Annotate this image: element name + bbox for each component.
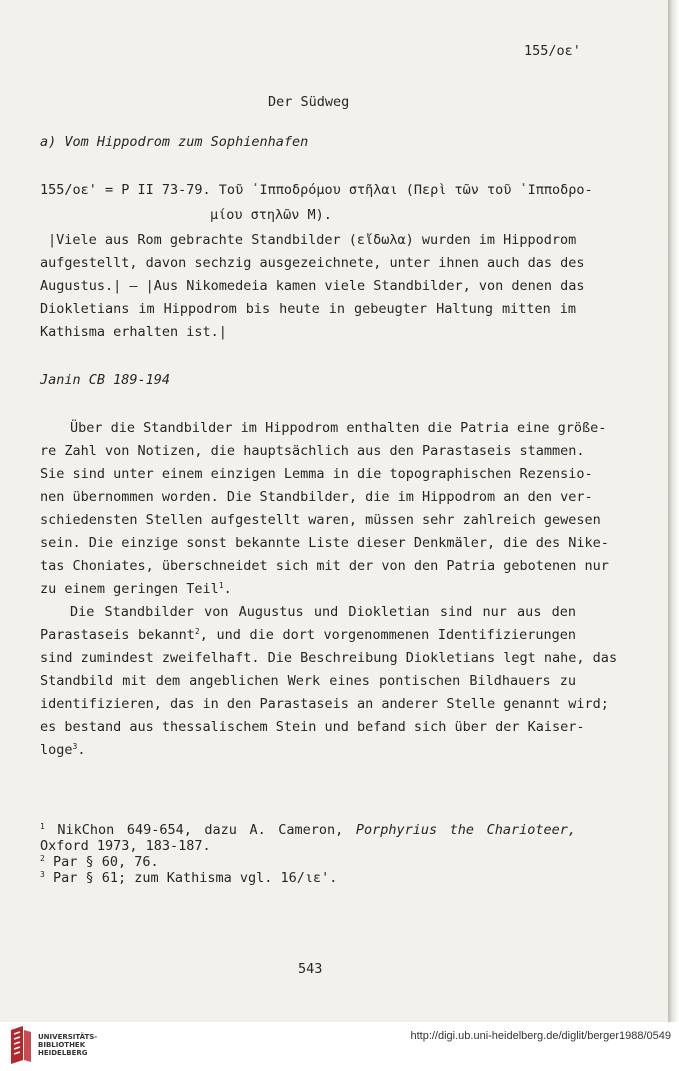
- footnote-1: $^1$ NikChon 649-654, dazu A. Cameron, Porphyrius the Charioteer,: [40, 822, 576, 838]
- body-line: identifizieren, das in den Parastaseis an anderer Stelle genannt wird;: [40, 696, 609, 712]
- library-name: UNIVERSITÄTS- BIBLIOTHEK HEIDELBERG: [38, 1033, 98, 1057]
- footnote-ref-3[interactable]: 3: [72, 742, 78, 751]
- reference-line-2: μίου στηλῶν M).: [210, 207, 332, 223]
- body-line: sind zumindest zweifelhaft. Die Beschreibung Diokletians legt nahe, das: [40, 650, 618, 666]
- body-line: Die Standbilder von Augustus und Diokletian sind nur aus den: [70, 604, 576, 620]
- footnote-2: $^2$ Par § 60, 76.: [40, 854, 159, 870]
- body-line: Über die Standbilder im Hippodrom enthalten die Patria eine größe-: [70, 420, 607, 436]
- page-title: Der Südweg: [268, 94, 350, 110]
- footnote-ref-1[interactable]: 1: [218, 581, 224, 590]
- footnote-ref-2[interactable]: 2: [194, 627, 200, 636]
- section-heading: a) Vom Hippodrom zum Sophienhafen: [40, 134, 309, 150]
- footnote-3: $^3$ Par § 61; zum Kathisma vgl. 16/ιε'.: [40, 870, 338, 886]
- translation-line: Kathisma erhalten ist.|: [40, 324, 227, 340]
- translation-line: aufgestellt, davon sechzig ausgezeichnete, unter ihnen auch das des: [40, 255, 585, 271]
- footnote-1-cont: Oxford 1973, 183-187.: [40, 838, 211, 854]
- page-number-top: 155/οε': [524, 43, 581, 59]
- body-line: schiedensten Stellen aufgestellt waren, müssen sehr zahlreich gewesen: [40, 512, 601, 528]
- body-line: Sie sind unter einem einzigen Lemma in die topographischen Rezensio-: [40, 466, 593, 482]
- body-line: sein. Die einzige sonst bekannte Liste dieser Denkmäler, die des Nike-: [40, 535, 609, 551]
- body-line: loge$^3$.: [40, 742, 86, 758]
- body-line: zu einem geringen Teil$^1$.: [40, 581, 232, 597]
- page-number-bottom: 543: [298, 961, 323, 977]
- translation-line: Diokletians im Hippodrom bis heute in gebeugter Haltung mitten im: [40, 301, 576, 317]
- translation-line: |Viele aus Rom gebrachte Standbilder (εἴδωλα) wurden im Hippodrom: [48, 232, 577, 248]
- body-line: nen übernommen worden. Die Standbilder, die im Hippodrom an den ver-: [40, 489, 593, 505]
- body-line: re Zahl von Notizen, die hauptsächlich aus den Parastaseis stammen.: [40, 443, 585, 459]
- permalink-url[interactable]: http://digi.ub.uni-heidelberg.de/diglit/berger1988/0549: [410, 1030, 671, 1042]
- library-logo-icon[interactable]: [9, 1026, 33, 1064]
- body-line: es bestand aus thessalischem Stein und befand sich über der Kaiser-: [40, 719, 585, 735]
- page-edge: [668, 0, 679, 1022]
- source-reference: Janin CB 189-194: [40, 372, 171, 388]
- body-line: Parastaseis bekannt$^2$, und die dort vorgenommenen Identifizierungen: [40, 627, 576, 643]
- reference-line-1: 155/οε' = P II 73-79. Τοῦ ῾Ιπποδρόμου στῆλαι (Περὶ τῶν τοῦ ῾Ιπποδρο-: [40, 182, 593, 198]
- body-line: tas Choniates, überschneidet sich mit der von den Patria gebotenen nur: [40, 558, 609, 574]
- body-line: Standbild mit dem angeblichen Werk eines pontischen Bildhauers zu: [40, 673, 576, 689]
- translation-line: Augustus.| – |Aus Nikomedeia kamen viele Standbilder, von denen das: [40, 278, 585, 294]
